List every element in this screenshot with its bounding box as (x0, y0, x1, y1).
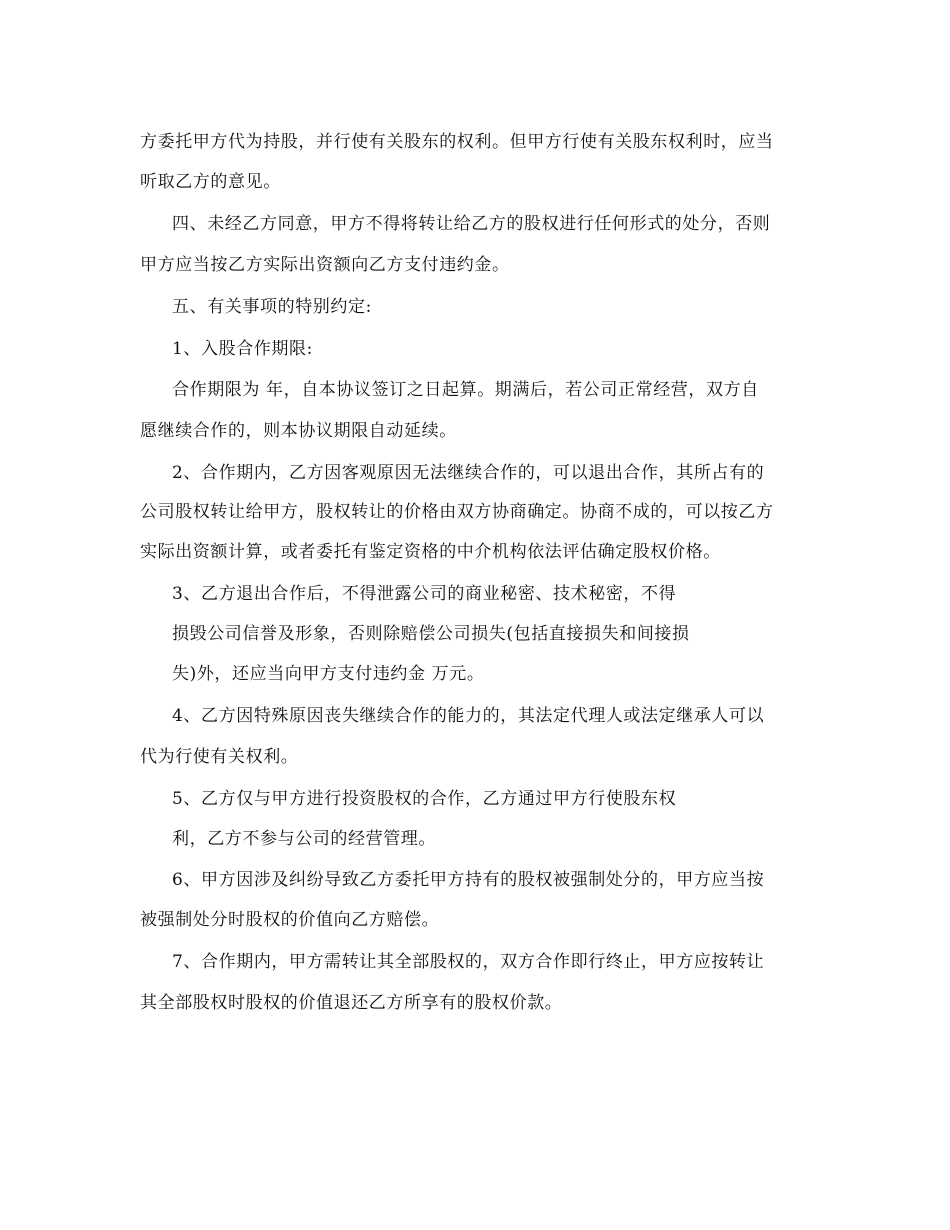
text-line: 损毁公司信誉及形象，否则除赔偿公司损失(包括直接损失和间接损 (172, 624, 690, 644)
text-line: 甲方应当按乙方实际出资额向乙方支付违约金。 (140, 255, 510, 275)
text-line: 4、乙方因特殊原因丧失继续合作的能力的，其法定代理人或法定继承人可以 (172, 706, 765, 726)
text-line: 公司股权转让给甲方，股权转让的价格由双方协商确定。协商不成的，可以按乙方 (140, 502, 774, 522)
text-line: 2、合作期内，乙方因客观原因无法继续合作的，可以退出合作，其所占有的 (172, 463, 765, 483)
text-line: 1、入股合作期限: (172, 339, 313, 359)
text-line: 方委托甲方代为持股，并行使有关股东的权利。但甲方行使有关股东权利时，应当 (140, 132, 774, 152)
text-line: 合作期限为 年，自本协议签订之日起算。期满后，若公司正常经营，双方自 (172, 380, 759, 400)
text-line: 5、乙方仅与甲方进行投资股权的合作，乙方通过甲方行使股东权 (172, 789, 677, 809)
text-line: 被强制处分时股权的价值向乙方赔偿。 (140, 910, 440, 930)
text-line: 实际出资额计算，或者委托有鉴定资格的中介机构依法评估确定股权价格。 (140, 542, 721, 562)
text-line: 听取乙方的意见。 (140, 172, 281, 192)
text-line: 代为行使有关权利。 (140, 747, 299, 767)
text-line: 愿继续合作的，则本协议期限自动延续。 (140, 421, 457, 441)
text-line: 五、有关事项的特别约定: (172, 297, 372, 317)
text-line: 利，乙方不参与公司的经营管理。 (172, 829, 436, 849)
text-line: 6、甲方因涉及纠纷导致乙方委托甲方持有的股权被强制处分的，甲方应当按 (172, 870, 765, 890)
text-line: 其全部股权时股权的价值退还乙方所享有的股权价款。 (140, 993, 563, 1013)
text-line: 7、合作期内，甲方需转让其全部股权的，双方合作即行终止，甲方应按转让 (172, 952, 765, 972)
text-line: 失)外，还应当向甲方支付违约金 万元。 (172, 664, 485, 684)
text-line: 四、未经乙方同意，甲方不得将转让给乙方的股权进行任何形式的处分，否则 (172, 214, 771, 234)
text-line: 3、乙方退出合作后，不得泄露公司的商业秘密、技术秘密，不得 (172, 584, 677, 604)
